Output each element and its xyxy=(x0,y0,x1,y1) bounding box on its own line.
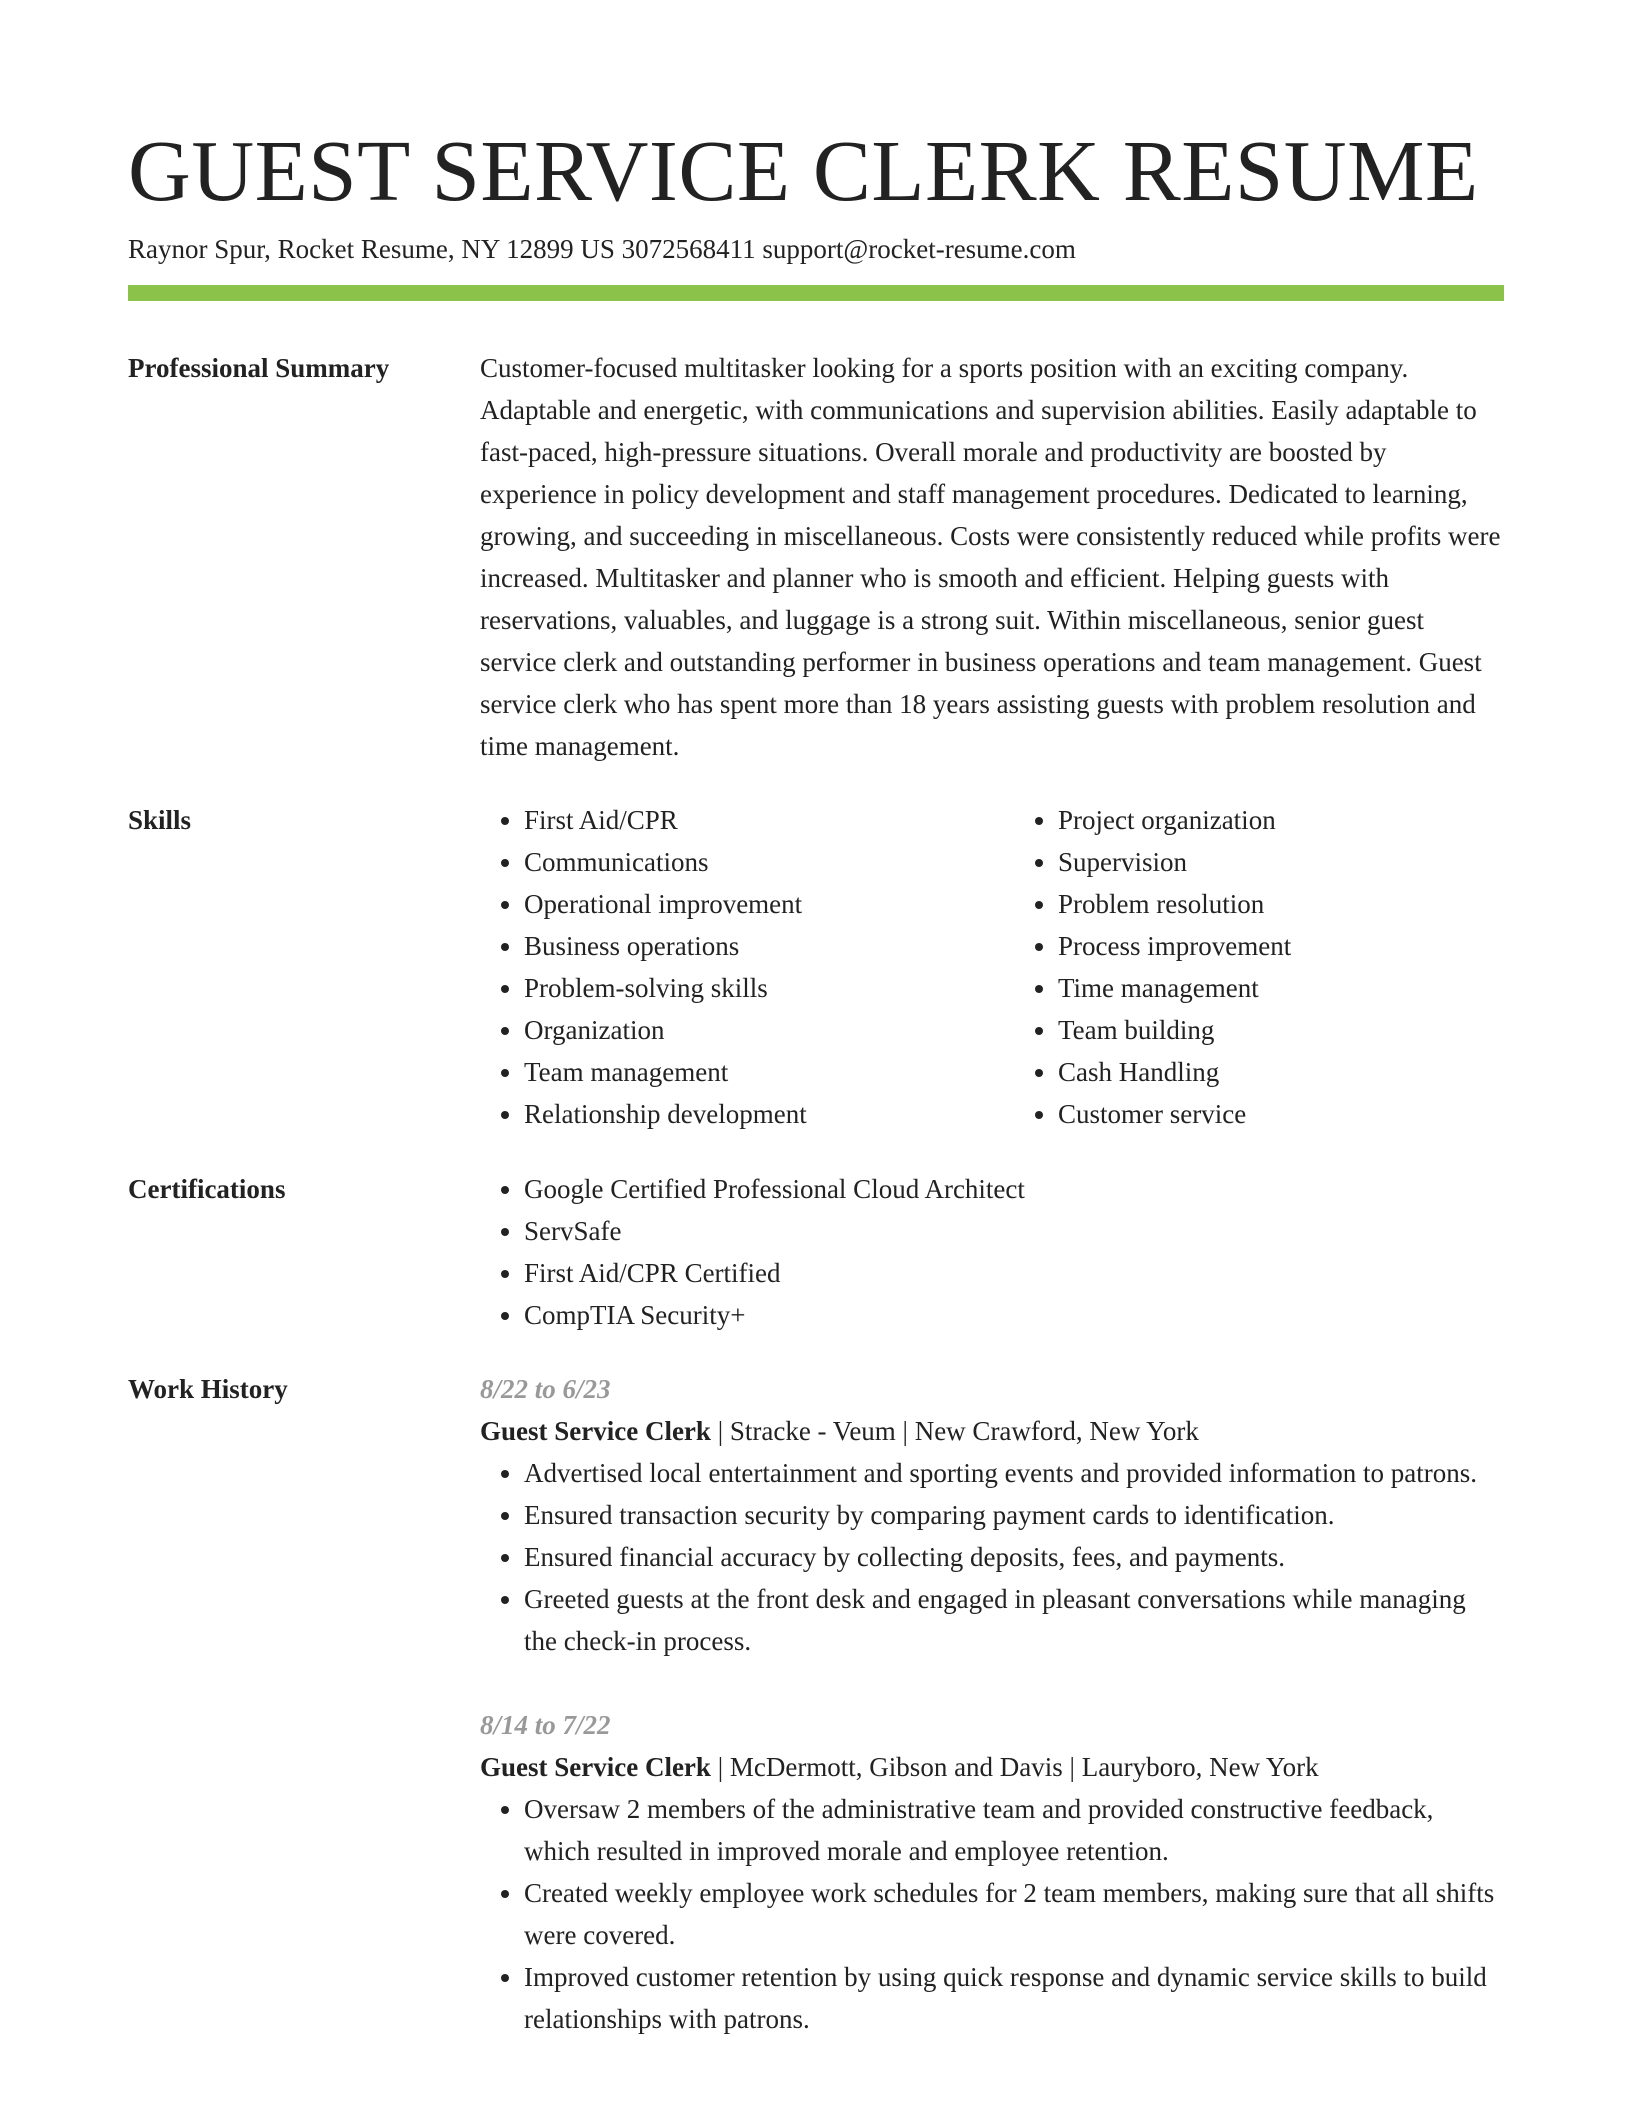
skill-item: • Supervision xyxy=(1058,841,1504,883)
certifications-list xyxy=(480,1168,1504,1336)
work-history-heading: Work History xyxy=(128,1374,288,1404)
job-bullet: • Improved customer retention by using quick response and dynamic service skills to build relationships with patrons. xyxy=(524,1956,1504,2040)
contact-info: Raynor Spur, Rocket Resume, NY 12899 US 3072568411 support@rocket-resume.com xyxy=(128,234,1076,264)
job-bullet: • Oversaw 2 members of the administrative team and provided constructive feedback, which resulted in improved morale and employee retention. xyxy=(524,1788,1504,1872)
skill-item: • Communications xyxy=(524,841,970,883)
skill-item: • First Aid/CPR xyxy=(524,799,970,841)
skill-item: • Relationship development xyxy=(524,1093,970,1135)
job-dates: 8/14 to 7/22 xyxy=(480,1710,611,1740)
certification-item: • First Aid/CPR Certified xyxy=(524,1252,1504,1294)
certification-item: • CompTIA Security+ xyxy=(524,1294,1504,1336)
skill-item: • Project organization xyxy=(1058,799,1504,841)
skills-body xyxy=(480,799,1504,1135)
skill-item: • Customer service xyxy=(1058,1093,1504,1135)
job-employer-location: | Stracke - Veum | New Crawford, New York xyxy=(710,1416,1199,1446)
summary-body xyxy=(480,347,1504,767)
job-header xyxy=(480,1746,1504,1788)
job-employer-location: | McDermott, Gibson and Davis | Lauryboro, New York xyxy=(710,1752,1319,1782)
job-dates: 8/22 to 6/23 xyxy=(480,1374,611,1404)
job-bullet: • Created weekly employee work schedules for 2 team members, making sure that all shifts were covered. xyxy=(524,1872,1504,1956)
job-title: Guest Service Clerk xyxy=(480,1752,711,1782)
job-entry xyxy=(480,1704,1504,2040)
job-bullet: • Greeted guests at the front desk and engaged in pleasant conversations while managing the check-in process. xyxy=(524,1578,1504,1662)
skill-item: • Team management xyxy=(524,1051,970,1093)
job-entry xyxy=(480,1368,1504,1662)
job-header xyxy=(480,1410,1504,1452)
job-title: Guest Service Clerk xyxy=(480,1416,711,1446)
accent-divider xyxy=(128,285,1504,301)
certification-item: • ServSafe xyxy=(524,1210,1504,1252)
certifications-body xyxy=(480,1168,1504,1336)
skill-item: • Cash Handling xyxy=(1058,1051,1504,1093)
skill-item: • Problem-solving skills xyxy=(524,967,970,1009)
skill-item: • Time management xyxy=(1058,967,1504,1009)
skill-item: • Team building xyxy=(1058,1009,1504,1051)
skill-item: • Business operations xyxy=(524,925,970,967)
skill-item: • Operational improvement xyxy=(524,883,970,925)
certifications-heading: Certifications xyxy=(128,1174,286,1204)
skills-column-2 xyxy=(1014,799,1504,1135)
summary-text: Customer-focused multitasker looking for a sports position with an exciting company. Adaptable and energetic, with communications and supervision abilities. Easily adaptable to fast-paced, high-pressure situations. Overall morale and productivity are boosted by experience in policy development and staff management procedures. Dedicated to learning, growing, and succeeding in miscellaneous. Costs were consistently reduced while profits were increased. Multitasker and planner who is smooth and efficient. Helping guests with reservations, valuables, and luggage is a strong suit. Within miscellaneous, senior guest service clerk and outstanding performer in business operations and team management. Guest service clerk who has spent more than 18 years assisting guests with problem resolution and time management. xyxy=(480,353,1501,761)
summary-heading: Professional Summary xyxy=(128,353,390,383)
skills-heading: Skills xyxy=(128,805,192,835)
resume-title: GUEST SERVICE CLERK RESUME xyxy=(128,122,1479,219)
skill-item: • Problem resolution xyxy=(1058,883,1504,925)
skills-column-1 xyxy=(480,799,970,1135)
job-bullet: • Advertised local entertainment and sporting events and provided information to patrons. xyxy=(524,1452,1504,1494)
skill-item: • Process improvement xyxy=(1058,925,1504,967)
job-bullet-list xyxy=(480,1788,1504,2040)
job-bullet: • Ensured financial accuracy by collecting deposits, fees, and payments. xyxy=(524,1536,1504,1578)
certification-item: • Google Certified Professional Cloud Architect xyxy=(524,1168,1504,1210)
work-history-body xyxy=(480,1368,1504,2040)
job-bullet: • Ensured transaction security by comparing payment cards to identification. xyxy=(524,1494,1504,1536)
job-bullet-list xyxy=(480,1452,1504,1662)
skill-item: • Organization xyxy=(524,1009,970,1051)
